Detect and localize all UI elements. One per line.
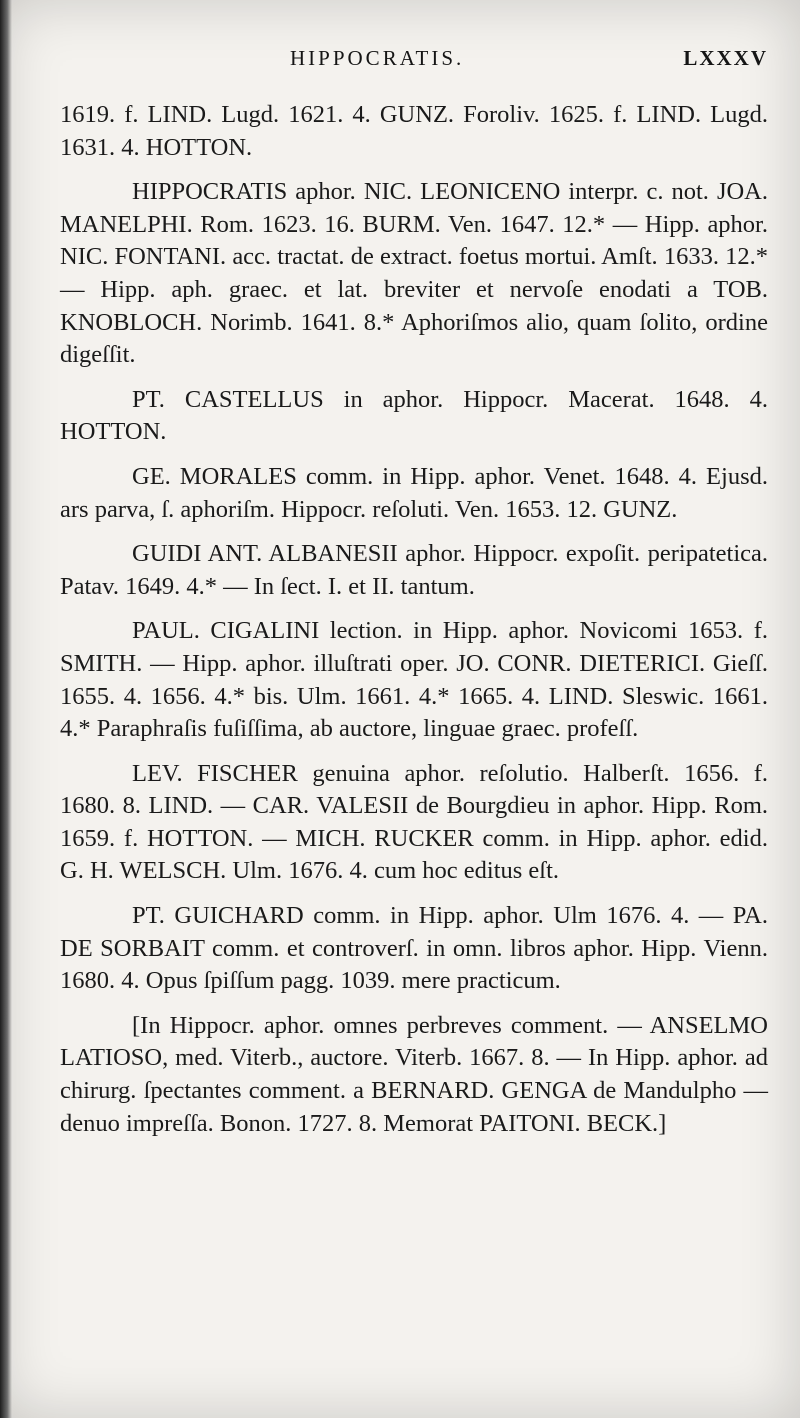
page-body: [60, 99, 768, 1152]
paragraph: GUIDI ANT. ALBANESII aphor. Hippocr. expoſit. peripatetica. Patav. 1649. 4.* — In ſect. I. et II. tantum.: [60, 540, 768, 600]
page-header: [60, 46, 778, 82]
running-title: HIPPOCRATIS.: [290, 46, 465, 70]
paragraph: PT. GUICHARD comm. in Hipp. aphor. Ulm 1676. 4. — PA. DE SORBAIT comm. et controverſ. in omn. libros aphor. Hipp. Vienn. 1680. 4. Opus ſpiſſum pagg. 1039. mere practicum.: [60, 902, 768, 995]
page-binding-shadow: [0, 0, 12, 1418]
page-number: LXXXV: [683, 46, 768, 70]
paragraph: GE. MORALES comm. in Hipp. aphor. Venet. 1648. 4. Ejusd. ars parva, ſ. aphoriſm. Hippocr. reſoluti. Ven. 1653. 12. GUNZ.: [60, 462, 768, 523]
paragraph: PAUL. CIGALINI lection. in Hipp. aphor. Novicomi 1653. f. SMITH. — Hipp. aphor. illuſtrati oper. JO. CONR. DIETERICI. Gieſſ. 1655. 4. 1656. 4.* bis. Ulm. 1661. 4.* 1665. 4. LIND. Sleswic. 1661. 4.* Paraphraſis fuſiſſima, ab auctore, linguae graec. profeſſ.: [60, 617, 768, 743]
paragraph: LEV. FISCHER genuina aphor. reſolutio. Halberſt. 1656. f. 1680. 8. LIND. — CAR. VALESII de Bourgdieu in aphor. Hipp. Rom. 1659. f. HOTTON. — MICH. RUCKER comm. in Hipp. aphor. edid. G. H. WELSCH. Ulm. 1676. 4. cum hoc editus eſt.: [60, 759, 768, 885]
paragraph: PT. CASTELLUS in aphor. Hippocr. Macerat. 1648. 4. HOTTON.: [60, 385, 768, 446]
paragraph: [In Hippocr. aphor. omnes perbreves comment. — ANSELMO LATIOSO, med. Viterb., auctore. Viterb. 1667. 8. — In Hipp. aphor. ad chirurg. ſpectantes comment. a BERNARD. GENGA de Mandulpho — denuo impreſſa. Bonon. 1727. 8. Memorat PAITONI. BECK.]: [60, 1011, 768, 1137]
paragraph: HIPPOCRATIS aphor. NIC. LEONICENO interpr. c. not. JOA. MANELPHI. Rom. 1623. 16. BURM. Ven. 1647. 12.* — Hipp. aphor. NIC. FONTANI. acc. tractat. de extract. foetus mortui. Amſt. 1633. 12.* — Hipp. aph. graec. et lat. breviter et nervoſe enodati a TOB. KNOBLOCH. Norimb. 1641. 8.* Aphoriſmos alio, quam ſolito, ordine digeſſit.: [60, 178, 768, 369]
paragraph: 1619. f. LIND. Lugd. 1621. 4. GUNZ. Foroliv. 1625. f. LIND. Lugd. 1631. 4. HOTTON.: [60, 101, 768, 161]
